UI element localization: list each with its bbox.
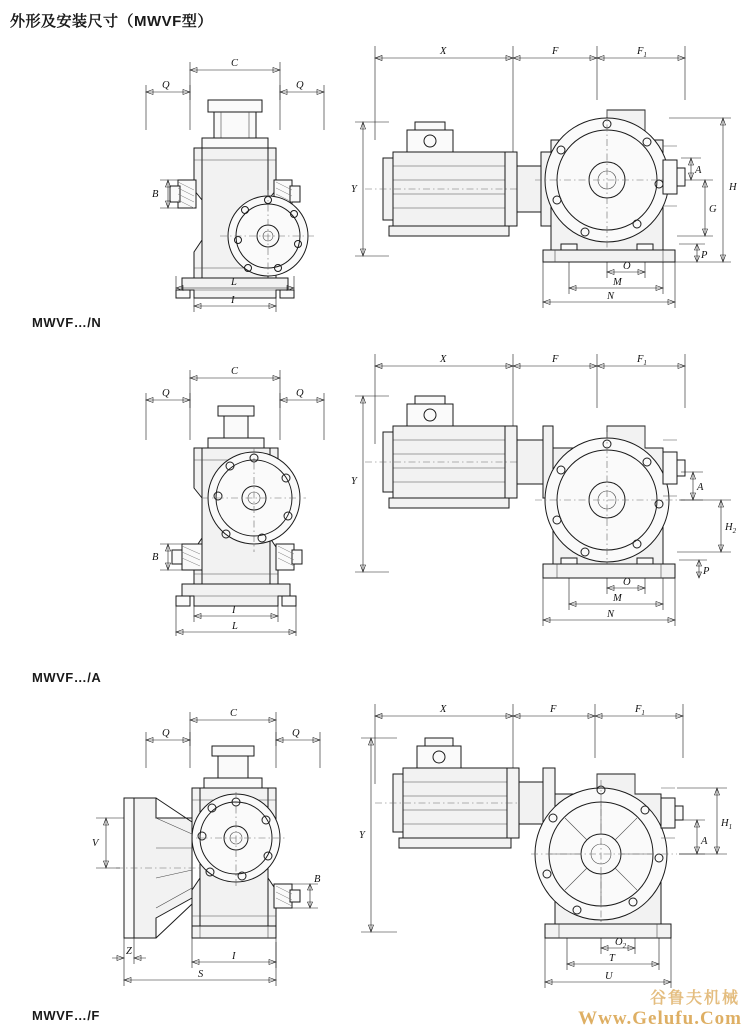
dim-label-F1: $F_1$ xyxy=(637,46,647,59)
dim-label-O: O xyxy=(623,261,631,272)
dim-label-B: B xyxy=(314,874,321,885)
dim-label-C: C xyxy=(231,58,239,69)
dim-F1 xyxy=(595,704,683,758)
dim-label-L: L xyxy=(232,621,238,632)
dim-label-U: U xyxy=(605,971,613,982)
dim-label-I: I xyxy=(232,605,236,616)
dim-label-V: V xyxy=(92,838,99,849)
dim-H2 xyxy=(677,500,737,552)
dim-label-B: B xyxy=(152,552,159,563)
watermark-chinese: 谷鲁夫机械 xyxy=(649,990,740,1007)
dim-H xyxy=(669,118,738,262)
dim-F xyxy=(513,704,595,758)
dim-label-Y: Y xyxy=(359,830,365,841)
diagram-n-front xyxy=(90,40,330,310)
dim-S xyxy=(124,942,276,986)
dim-N xyxy=(543,262,675,308)
base-feet xyxy=(192,926,276,938)
dim-label-G: G xyxy=(709,204,717,215)
dim-label-X: X xyxy=(440,354,447,365)
dim-label-Q-left: Q xyxy=(162,728,170,739)
dim-label-O: O xyxy=(623,577,631,588)
dim-label-Q-left: Q xyxy=(162,388,170,399)
dim-N xyxy=(543,578,675,626)
dim-Q-left xyxy=(146,388,190,440)
variant-label-a: MWVF…/A xyxy=(32,670,102,685)
dim-label-Q-right: Q xyxy=(296,80,304,91)
dim-C xyxy=(190,708,276,746)
dim-Q-left xyxy=(146,728,190,768)
gearbox-top-body xyxy=(202,100,268,148)
diagram-f-side xyxy=(345,698,745,998)
dim-label-I: I xyxy=(232,951,236,962)
dim-label-Z: Z xyxy=(126,946,132,957)
dim-label-L: L xyxy=(231,277,237,288)
dim-label-N: N xyxy=(607,609,615,620)
dim-M xyxy=(569,578,663,610)
dim-Y xyxy=(359,738,397,932)
diagram-n-side xyxy=(345,40,745,310)
dim-I xyxy=(192,938,276,968)
dim-P xyxy=(679,244,708,262)
dim-T xyxy=(567,938,659,970)
dim-label-F1: $F_1$ xyxy=(635,704,645,717)
dim-F xyxy=(513,46,597,100)
dim-A xyxy=(679,820,708,854)
diagram-f-front xyxy=(60,698,340,998)
diagram-a-front xyxy=(90,348,330,638)
right-shaft xyxy=(276,544,302,570)
dim-label-F: F xyxy=(550,704,557,715)
dim-Q-right xyxy=(280,80,324,130)
dim-label-P: P xyxy=(703,566,710,577)
dim-label-A: A xyxy=(697,482,704,493)
diagram-n-front-dim-L xyxy=(90,276,330,302)
dim-Q-left xyxy=(146,80,190,130)
dim-label-N: N xyxy=(607,291,615,302)
dim-label-H1: $H_1$ xyxy=(721,818,733,831)
gearbox-top-body xyxy=(204,746,262,788)
dim-V xyxy=(92,818,124,868)
dim-F1 xyxy=(597,354,685,408)
base-feet xyxy=(176,584,296,606)
dim-label-X: X xyxy=(440,704,447,715)
dim-label-C: C xyxy=(231,366,239,377)
dim-label-O2: $O_2$ xyxy=(615,937,627,950)
dim-label-M: M xyxy=(613,593,622,604)
dim-label-M: M xyxy=(613,277,622,288)
dim-label-Y: Y xyxy=(351,184,357,195)
variant-label-f: MWVF…/F xyxy=(32,1008,100,1023)
left-shaft xyxy=(172,544,202,570)
dim-label-Y: Y xyxy=(351,476,357,487)
dim-label-Q-right: Q xyxy=(292,728,300,739)
gearbox-side-body xyxy=(535,110,685,260)
dim-label-F: F xyxy=(552,46,559,57)
gearbox-side-body xyxy=(535,426,685,578)
gearbox-top-body xyxy=(208,406,264,448)
dim-O xyxy=(607,577,645,594)
dim-M xyxy=(569,262,663,294)
dim-C xyxy=(190,58,280,100)
dim-label-F: F xyxy=(552,354,559,365)
dim-O2 xyxy=(601,937,635,954)
dim-label-Q-left: Q xyxy=(162,80,170,91)
dim-Z xyxy=(112,938,146,964)
gearbox-base xyxy=(545,924,671,938)
dim-label-C: C xyxy=(230,708,238,719)
dim-O xyxy=(607,261,645,278)
page-title: 外形及安装尺寸（MWVF型） xyxy=(10,13,213,30)
watermark-url: Www.Gelufu.Com xyxy=(578,1008,742,1029)
dim-Q-right xyxy=(280,388,324,440)
dim-F xyxy=(513,354,597,408)
dim-label-B: B xyxy=(152,189,159,200)
flange-mount xyxy=(116,798,202,938)
dim-label-P: P xyxy=(701,250,708,261)
dim-L xyxy=(176,276,294,294)
dim-label-F1: $F_1$ xyxy=(637,354,647,367)
dim-P xyxy=(679,560,710,578)
dim-C xyxy=(190,366,280,408)
dim-F1 xyxy=(597,46,685,100)
left-shaft xyxy=(170,180,196,208)
diagram-a-side xyxy=(345,348,745,638)
dim-I xyxy=(194,605,278,622)
dim-G xyxy=(677,180,717,236)
dim-label-S: S xyxy=(198,969,204,980)
variant-label-n: MWVF…/N xyxy=(32,315,102,330)
dim-label-A: A xyxy=(695,165,702,176)
right-shaft xyxy=(274,884,300,908)
dim-Q-right xyxy=(276,728,320,768)
dim-label-H2: $H_2$ xyxy=(725,522,737,535)
dim-label-T: T xyxy=(609,953,615,964)
dim-label-I: I xyxy=(231,295,235,306)
dim-label-X: X xyxy=(440,46,447,57)
dim-label-Q-right: Q xyxy=(296,388,304,399)
dim-label-H: H xyxy=(729,182,737,193)
dim-label-A: A xyxy=(701,836,708,847)
